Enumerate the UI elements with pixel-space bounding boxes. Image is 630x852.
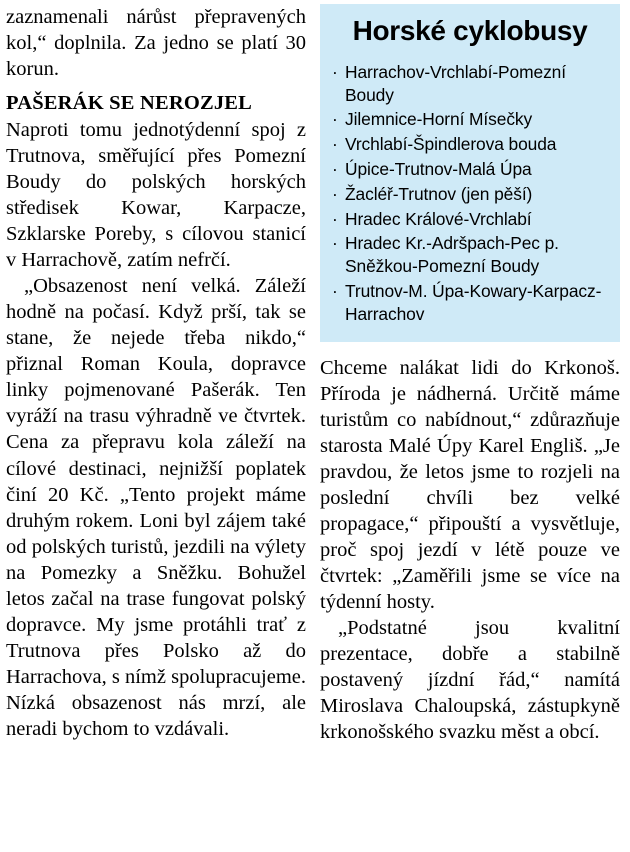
bullet-icon: ·: [332, 134, 338, 155]
paragraph-body: „Obsazenost není velká. Záleží hodně na počasí. Když prší, tak se stane, že nejede třeba nikdo,“ přiznal Roman Koula, dopravce linky pojmenované Pašerák. Ten vyráží na trasu výhradně ve čtvrtek. Cena za přepravu kola záleží na cílové destinaci, nejnižší poplatek činí 20 Kč. „Tento projekt máme druhým rokem. Loni byl zájem také od polských turistů, jezdili na výlety na Pomezky a Sněžku. Bohužel letos začal na trase fungovat polský dopravce. My jsme protáhli trať z Trutnova přes Polsko až do Harrachova, s nímž spolupracujeme. Nízká obsazenost nás mrzí, ale neradi bychom to vzdávali.: [6, 275, 306, 740]
list-item: [332, 183, 608, 206]
columns-container: [6, 4, 624, 852]
paragraph-body: Chceme nalákat lidi do Krkonoš. Příroda je nádherná. Určitě máme turistům co nabídnout,“ zdůrazňuje starosta Malé Úpy Karel Engliš. „Je pravdou, že letos jsme to rozjeli na poslední chvíli bez velké propagace,“ připouští a vysvětluje, proč spoj jezdí v létě pouze ve čtvrtek: „Zaměřili jsme se více na týdenní hosty.: [320, 356, 620, 613]
list-item: [332, 61, 608, 107]
list-item: [332, 108, 608, 131]
paragraph-continued: zaznamenali nárůst přepravených kol,“ doplnila. Za jedno se platí 30 korun.: [6, 6, 306, 81]
list-item-label: Úpice-Trutnov-Malá Úpa: [345, 158, 532, 179]
list-item: [332, 133, 608, 156]
list-item-label: Harrachov-Vrchlabí-Pomezní Boudy: [345, 61, 566, 105]
list-item: [332, 280, 608, 326]
list-item: [332, 158, 608, 181]
bullet-icon: ·: [332, 109, 338, 130]
bullet-icon: ·: [332, 61, 338, 82]
bullet-icon: ·: [332, 158, 338, 179]
bullet-icon: ·: [332, 280, 338, 301]
sidebar-box-title: Horské cyklobusy: [352, 15, 588, 46]
sidebar-box: [320, 4, 620, 342]
list-item: [332, 232, 608, 278]
cyklobus-route-list: [332, 61, 608, 326]
list-item-label: Hradec Králové-Vrchlabí: [345, 208, 532, 229]
paragraph-body: Naproti tomu jednotýdenní spoj z Trutnova, směřující přes Pomezní Boudy do polských horských středisek Kowar, Karpacze, Szklarske Poreby, s cílovou stanicí v Harrachově, zatím nefrčí.: [6, 119, 306, 272]
left-column: [6, 4, 306, 852]
section-subheading: PAŠERÁK SE NEROZJEL: [6, 92, 253, 115]
list-item-label: Hradec Kr.-Adršpach-Pec p. Sněžkou-Pomezní Boudy: [345, 233, 559, 277]
list-item: [332, 208, 608, 231]
right-column: [320, 4, 620, 852]
bullet-icon: ·: [332, 183, 338, 204]
bullet-icon: ·: [332, 208, 338, 229]
list-item-label: Vrchlabí-Špindlerova bouda: [345, 134, 557, 155]
bullet-icon: ·: [332, 233, 338, 254]
list-item-label: Žacléř-Trutnov (jen pěší): [345, 183, 533, 204]
paragraph-body: „Podstatné jsou kvalitní prezentace, dobře a stabilně postavený jízdní řád,“ namítá Miroslava Chaloupská, zástupkyně krkonošského svazku měst a obcí.: [320, 616, 620, 743]
list-item-label: Trutnov-M. Úpa-Kowary-Karpacz-Harrachov: [345, 280, 602, 324]
list-item-label: Jilemnice-Horní Mísečky: [345, 109, 533, 130]
